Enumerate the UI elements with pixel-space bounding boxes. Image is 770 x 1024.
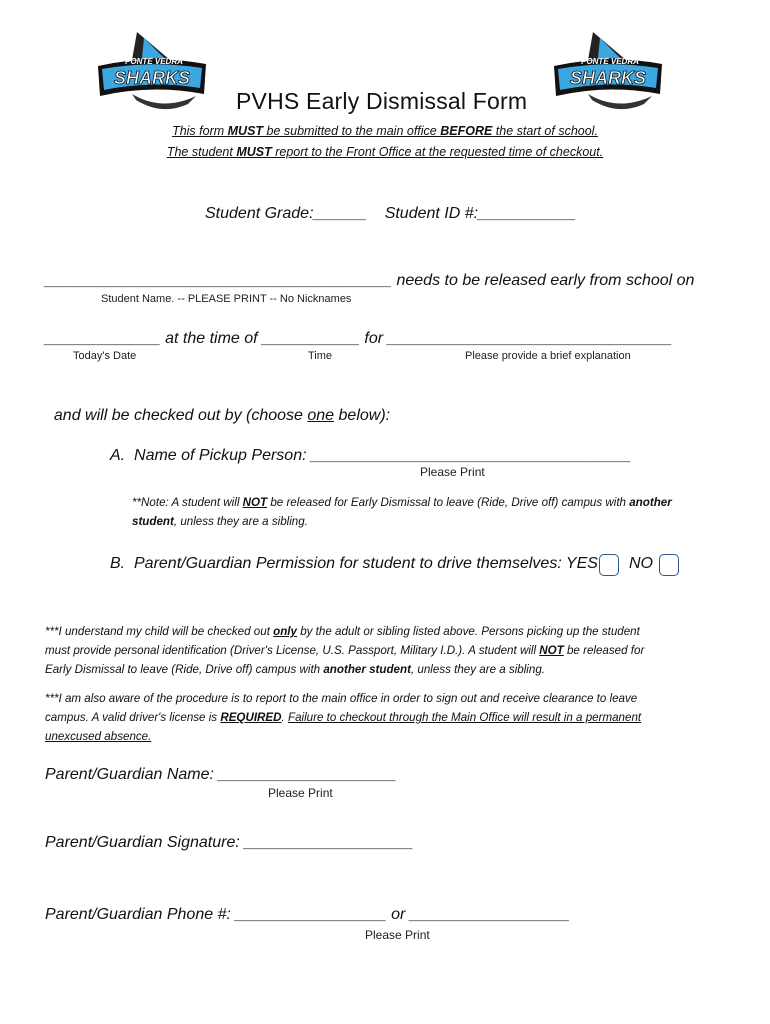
grade-id-line: Student Grade:______ Student ID #:___________ xyxy=(205,205,576,222)
no-label: NO xyxy=(629,555,653,572)
guardian-signature-field[interactable]: Parent/Guardian Signature: ___________________ xyxy=(45,834,414,851)
acknowledgement-paragraph-1: ***I understand my child will be checked out only by the adult or sibling listed above. Persons picking up the student must provide personal identification (Driver's License, U.S. Passport, Military I.D.). A student will NOT be released for Early Dismissal to leave (Ride, Drive off) campus with another student, unless they are a sibling. xyxy=(45,625,645,676)
acknowledgement-paragraph-2: ***I am also aware of the procedure is to report to the main office in order to sign out and receive clearance to leave campus. A valid driver's license is REQUIRED. Failure to checkout through the Main Office will result in a permanent unexcused absence. xyxy=(45,692,642,743)
release-line: _______________________________________ needs to be released early from school on xyxy=(45,272,695,289)
option-b-permission: B. Parent/Guardian Permission for student to drive themselves: YES xyxy=(110,555,598,572)
sharks-logo-left xyxy=(92,24,212,114)
guardian-phone-field[interactable]: Parent/Guardian Phone #: _________________ or __________________ xyxy=(45,906,570,923)
yes-checkbox[interactable] xyxy=(599,554,619,576)
logo-top-text: PONTE VEDRA xyxy=(125,57,183,66)
logo-main-text: SHARKS xyxy=(569,68,647,88)
subtitle-line-2: The student MUST report to the Front Office at the requested time of checkout. xyxy=(166,145,604,159)
subtitle-line-1: This form MUST be submitted to the main office BEFORE the start of school. xyxy=(172,124,598,138)
guardian-name-field[interactable]: Parent/Guardian Name: ____________________ xyxy=(45,766,397,783)
time-caption: Time xyxy=(308,350,333,362)
time-line: _____________ at the time of ___________ for ________________________________ xyxy=(45,330,673,347)
logo-main-text: SHARKS xyxy=(113,68,191,88)
page-title: PVHS Early Dismissal Form xyxy=(236,88,528,114)
guardian-name-caption: Please Print xyxy=(268,786,333,800)
pickup-please-print: Please Print xyxy=(420,465,485,479)
explanation-caption: Please provide a brief explanation xyxy=(465,350,631,362)
student-name-caption: Student Name. -- PLEASE PRINT -- No Nicknames xyxy=(101,293,352,305)
sharks-logo-right xyxy=(548,24,668,114)
option-a-note: **Note: A student will NOT be released for Early Dismissal to leave (Ride, Drive off) campus with another student, unless they are a sibling. xyxy=(132,496,672,528)
guardian-phone-caption: Please Print xyxy=(365,928,430,942)
checked-out-line: and will be checked out by (choose one below): xyxy=(53,407,391,424)
date-caption: Today's Date xyxy=(73,350,137,362)
option-a-pickup-person: A. Name of Pickup Person: ____________________________________ xyxy=(110,447,632,464)
no-checkbox[interactable] xyxy=(659,554,679,576)
logo-top-text: PONTE VEDRA xyxy=(581,57,639,66)
